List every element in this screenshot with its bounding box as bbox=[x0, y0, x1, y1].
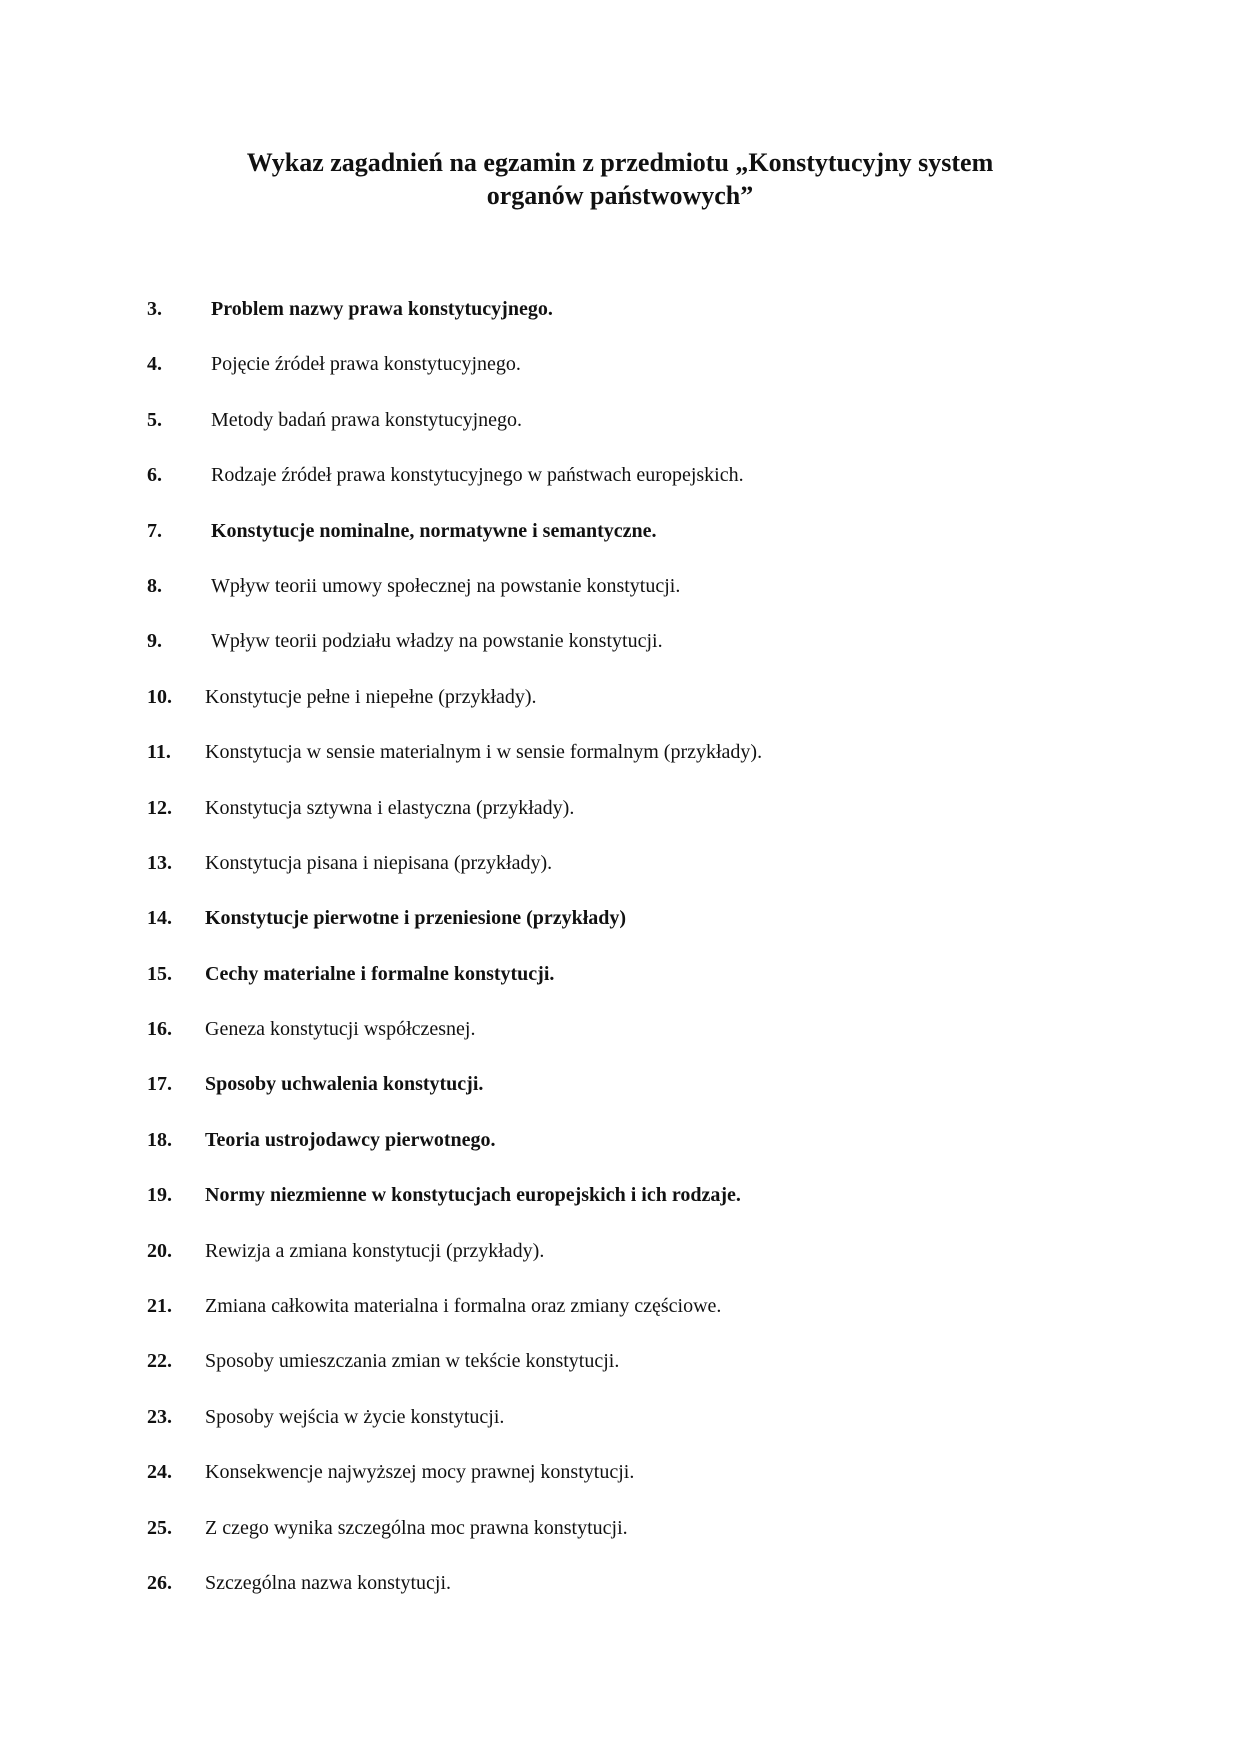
list-item bbox=[0, 1017, 1240, 1072]
item-number: 3. bbox=[147, 298, 162, 320]
item-text: Pojęcie źródeł prawa konstytucyjnego. bbox=[211, 353, 521, 376]
item-text: Wpływ teorii umowy społecznej na powstanie konstytucji. bbox=[211, 574, 681, 597]
list-item bbox=[0, 519, 1240, 574]
item-text: Normy niezmienne w konstytucjach europejskich i ich rodzaje. bbox=[205, 1184, 741, 1207]
item-number: 10. bbox=[147, 685, 172, 708]
list-item bbox=[0, 1571, 1240, 1626]
item-text: Sposoby umieszczania zmian w tekście konstytucji. bbox=[205, 1350, 620, 1373]
list-item bbox=[0, 574, 1240, 629]
topic-list bbox=[0, 297, 1240, 1626]
item-number: 24. bbox=[147, 1461, 172, 1484]
item-text: Rewizja a zmiana konstytucji (przykłady). bbox=[205, 1239, 545, 1262]
item-text: Cechy materialne i formalne konstytucji. bbox=[205, 962, 555, 985]
item-number: 17. bbox=[147, 1073, 172, 1096]
item-number: 7. bbox=[147, 519, 162, 542]
item-number: 22. bbox=[147, 1350, 172, 1373]
item-text: Sposoby uchwalenia konstytucji. bbox=[205, 1073, 484, 1096]
item-text: Konstytucje pełne i niepełne (przykłady). bbox=[205, 685, 537, 708]
item-text: Konstytucja w sensie materialnym i w sensie formalnym (przykłady). bbox=[205, 741, 763, 764]
item-number: 13. bbox=[147, 851, 172, 874]
item-number: 8. bbox=[147, 574, 162, 597]
item-text: Metody badań prawa konstytucyjnego. bbox=[211, 408, 523, 431]
item-number: 16. bbox=[147, 1018, 172, 1041]
title-line-2: organów państwowych” bbox=[486, 181, 754, 210]
item-number: 15. bbox=[147, 962, 172, 985]
item-text: Problem nazwy prawa konstytucyjnego. bbox=[211, 298, 553, 320]
item-number: 14. bbox=[147, 907, 172, 930]
list-item bbox=[0, 851, 1240, 906]
item-number: 11. bbox=[147, 741, 171, 764]
list-item bbox=[0, 1460, 1240, 1515]
list-item bbox=[0, 740, 1240, 795]
list-item bbox=[0, 1183, 1240, 1238]
item-text: Konsekwencje najwyższej mocy prawnej konstytucji. bbox=[205, 1461, 635, 1484]
list-item bbox=[0, 1405, 1240, 1460]
item-number: 19. bbox=[147, 1184, 172, 1207]
item-number: 26. bbox=[147, 1571, 172, 1594]
item-number: 12. bbox=[147, 796, 172, 819]
list-item bbox=[0, 1349, 1240, 1404]
list-item bbox=[0, 1294, 1240, 1349]
list-item bbox=[0, 408, 1240, 463]
item-text: Konstytucje nominalne, normatywne i semantyczne. bbox=[211, 519, 657, 542]
list-item bbox=[0, 1072, 1240, 1127]
list-item bbox=[0, 796, 1240, 851]
item-text: Geneza konstytucji współczesnej. bbox=[205, 1018, 476, 1041]
page-title bbox=[160, 146, 1080, 212]
item-text: Konstytucja sztywna i elastyczna (przykłady). bbox=[205, 796, 575, 819]
item-number: 25. bbox=[147, 1516, 172, 1539]
title-line-1: Wykaz zagadnień na egzamin z przedmiotu „Konstytucyjny system bbox=[246, 148, 994, 177]
item-text: Z czego wynika szczególna moc prawna konstytucji. bbox=[205, 1516, 628, 1539]
item-number: 9. bbox=[147, 630, 162, 653]
list-item bbox=[0, 962, 1240, 1017]
list-item bbox=[0, 629, 1240, 684]
item-number: 5. bbox=[147, 408, 162, 431]
item-text: Konstytucje pierwotne i przeniesione (przykłady) bbox=[205, 907, 627, 930]
list-item bbox=[0, 297, 1240, 352]
item-number: 20. bbox=[147, 1239, 172, 1262]
item-number: 6. bbox=[147, 464, 162, 487]
item-text: Konstytucja pisana i niepisana (przykłady). bbox=[205, 851, 553, 874]
item-number: 23. bbox=[147, 1405, 172, 1428]
item-number: 21. bbox=[147, 1295, 172, 1318]
item-text: Wpływ teorii podziału władzy na powstanie konstytucji. bbox=[211, 630, 663, 653]
list-item bbox=[0, 463, 1240, 518]
item-text: Teoria ustrojodawcy pierwotnego. bbox=[205, 1128, 496, 1151]
item-text: Zmiana całkowita materialna i formalna oraz zmiany częściowe. bbox=[205, 1295, 722, 1318]
list-item bbox=[0, 352, 1240, 407]
list-item bbox=[0, 685, 1240, 740]
item-text: Rodzaje źródeł prawa konstytucyjnego w państwach europejskich. bbox=[211, 464, 744, 487]
item-text: Szczególna nazwa konstytucji. bbox=[205, 1571, 452, 1594]
item-text: Sposoby wejścia w życie konstytucji. bbox=[205, 1405, 505, 1428]
list-item bbox=[0, 1516, 1240, 1571]
list-item bbox=[0, 906, 1240, 961]
list-item bbox=[0, 1128, 1240, 1183]
list-item bbox=[0, 1239, 1240, 1294]
item-number: 18. bbox=[147, 1128, 172, 1151]
item-number: 4. bbox=[147, 353, 162, 376]
